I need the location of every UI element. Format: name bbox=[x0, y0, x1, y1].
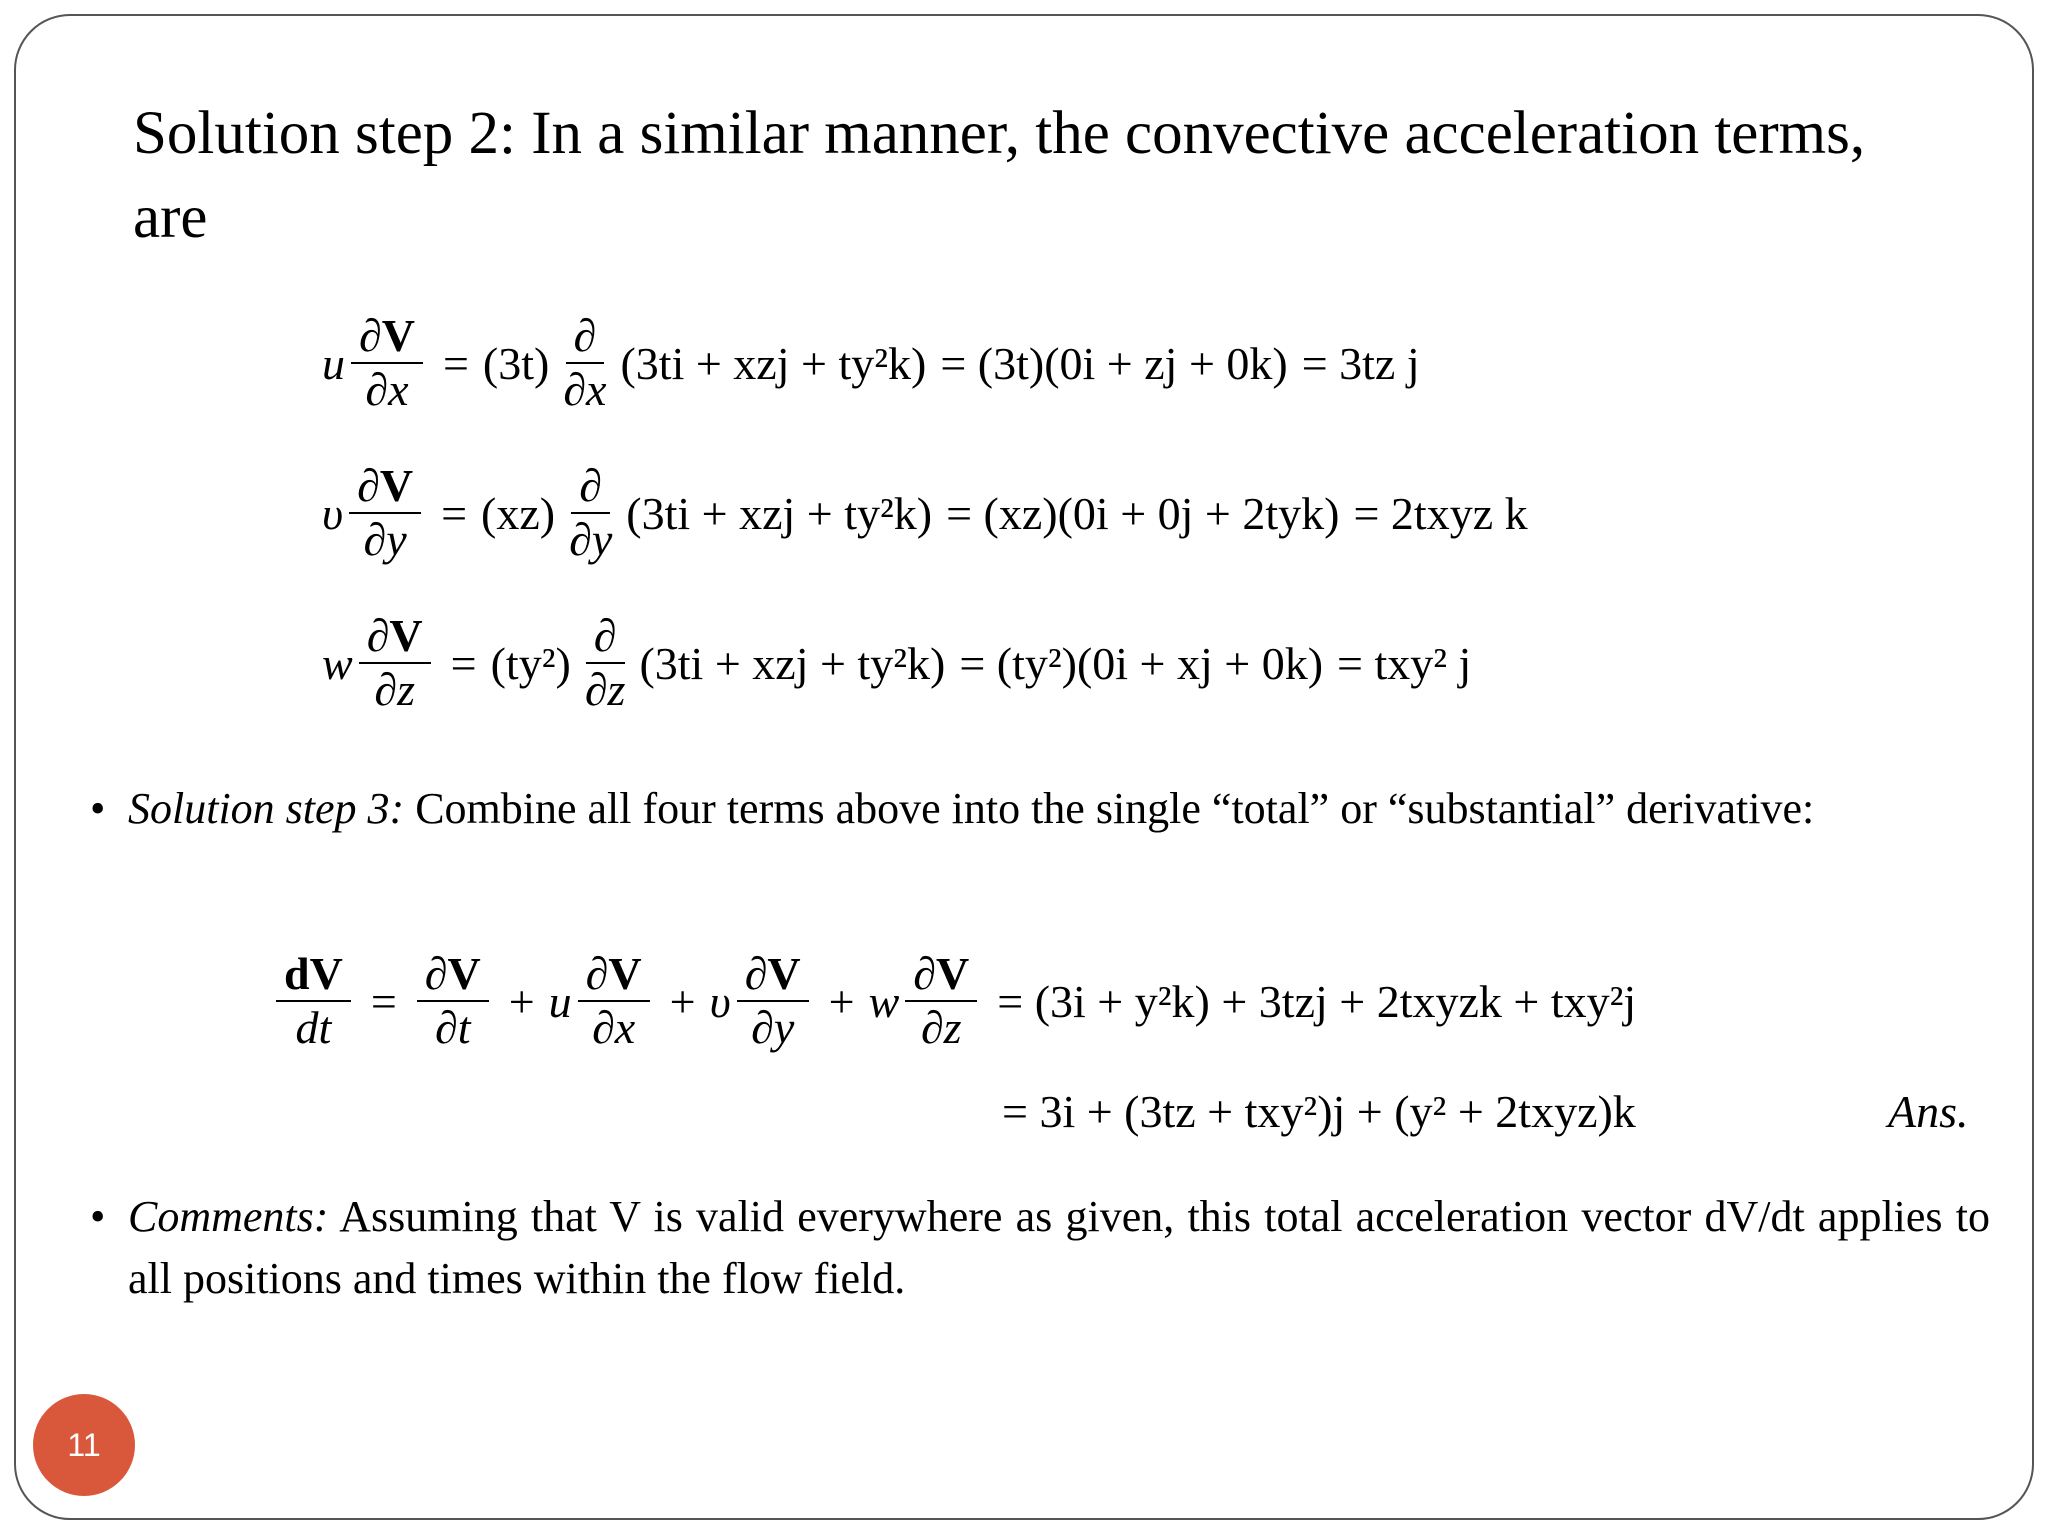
equation-v: υ $\frac{\partial V}{\partial y}$ = (xz) $\frac{\partial}{\partial y}$ (3ti + xzj + ty²k) = (xz)(0i + 0j + 2tyk) = 2txyz k bbox=[322, 460, 1528, 566]
comments-text: Assuming that V is valid everywhere as given, this total acceleration vector dV/dt applies to all positions and times within the flow field. bbox=[128, 1192, 1990, 1303]
partial-operator: $\frac{\partial}{\partial z}$ bbox=[584, 610, 626, 716]
coef-u: u bbox=[322, 337, 345, 389]
factor: (xz) bbox=[481, 487, 556, 539]
total-rhs-line2: = 3i + (3tz + txy²)j + (y² + 2txyz)k bbox=[1002, 1086, 1636, 1137]
answer-label: Ans. bbox=[1888, 1086, 1969, 1137]
total-rhs-line1: = (3i + y²k) + 3tzj + 2txyzk + txy²j bbox=[997, 975, 1637, 1027]
bullet-icon: • bbox=[90, 784, 106, 833]
field-expression: (3ti + xzj + ty²k) bbox=[620, 337, 927, 389]
expansion: = (xz)(0i + 0j + 2tyk) bbox=[946, 487, 1340, 539]
partial-fraction: $\frac{\partial V}{\partial y}$ bbox=[349, 462, 421, 565]
result: = txy² j bbox=[1337, 637, 1472, 689]
page-number-badge: 11 bbox=[33, 1394, 135, 1496]
step3-paragraph bbox=[90, 778, 1990, 840]
step3-text: Combine all four terms above into the single “total” or “substantial” derivative: bbox=[415, 784, 1815, 833]
comments-label: Comments: bbox=[128, 1192, 329, 1241]
coef-w: w bbox=[322, 637, 353, 689]
field-expression: (3ti + xzj + ty²k) bbox=[626, 487, 933, 539]
bullet-icon: • bbox=[90, 1192, 106, 1241]
result: = 3tz j bbox=[1301, 337, 1420, 389]
equation-w: w $\frac{\partial V}{\partial z}$ = (ty²) $\frac{\partial}{\partial z}$ (3ti + xzj + ty²k) = (ty²)(0i + xj + 0k) = txy² j bbox=[322, 610, 1472, 716]
expansion: = (ty²)(0i + xj + 0k) bbox=[959, 637, 1324, 689]
partial-fraction: $\frac{\partial V}{\partial x}$ bbox=[351, 312, 423, 415]
field-expression: (3ti + xzj + ty²k) bbox=[639, 637, 946, 689]
slide-title: Solution step 2: In a similar manner, the convective acceleration terms, are bbox=[133, 100, 1866, 251]
total-derivative-line2 bbox=[1002, 1085, 1636, 1138]
equation-u: u $\frac{\partial V}{\partial x}$ = (3t) $\frac{\partial}{\partial x}$ (3ti + xzj + ty²k) = (3t)(0i + zj + 0k) = 3tz j bbox=[322, 310, 1420, 416]
partial-operator: $\frac{\partial}{\partial y}$ bbox=[569, 460, 613, 566]
partial-operator: $\frac{\partial}{\partial x}$ bbox=[563, 310, 607, 416]
step3-label: Solution step 3: bbox=[128, 784, 405, 833]
factor: (ty²) bbox=[490, 637, 571, 689]
partial-fraction: $\frac{\partial V}{\partial z}$ bbox=[359, 612, 431, 715]
factor: (3t) bbox=[482, 337, 550, 389]
expansion: = (3t)(0i + zj + 0k) bbox=[940, 337, 1288, 389]
total-derivative-equation: $\frac{dV}{dt}$ = $\frac{\partial V}{\partial t}$ + u $\frac{\partial V}{\partial x}$ + υ $\frac{\partial V}{\partial y}$ + w $\frac{\partial V}{\partial z}$ = (3i + y²k) + 3tzj + 2txyzk + txy²j bbox=[270, 950, 1650, 1053]
comments-paragraph bbox=[90, 1186, 1990, 1310]
result: = 2txyz k bbox=[1353, 487, 1528, 539]
coef-v: υ bbox=[322, 487, 344, 539]
